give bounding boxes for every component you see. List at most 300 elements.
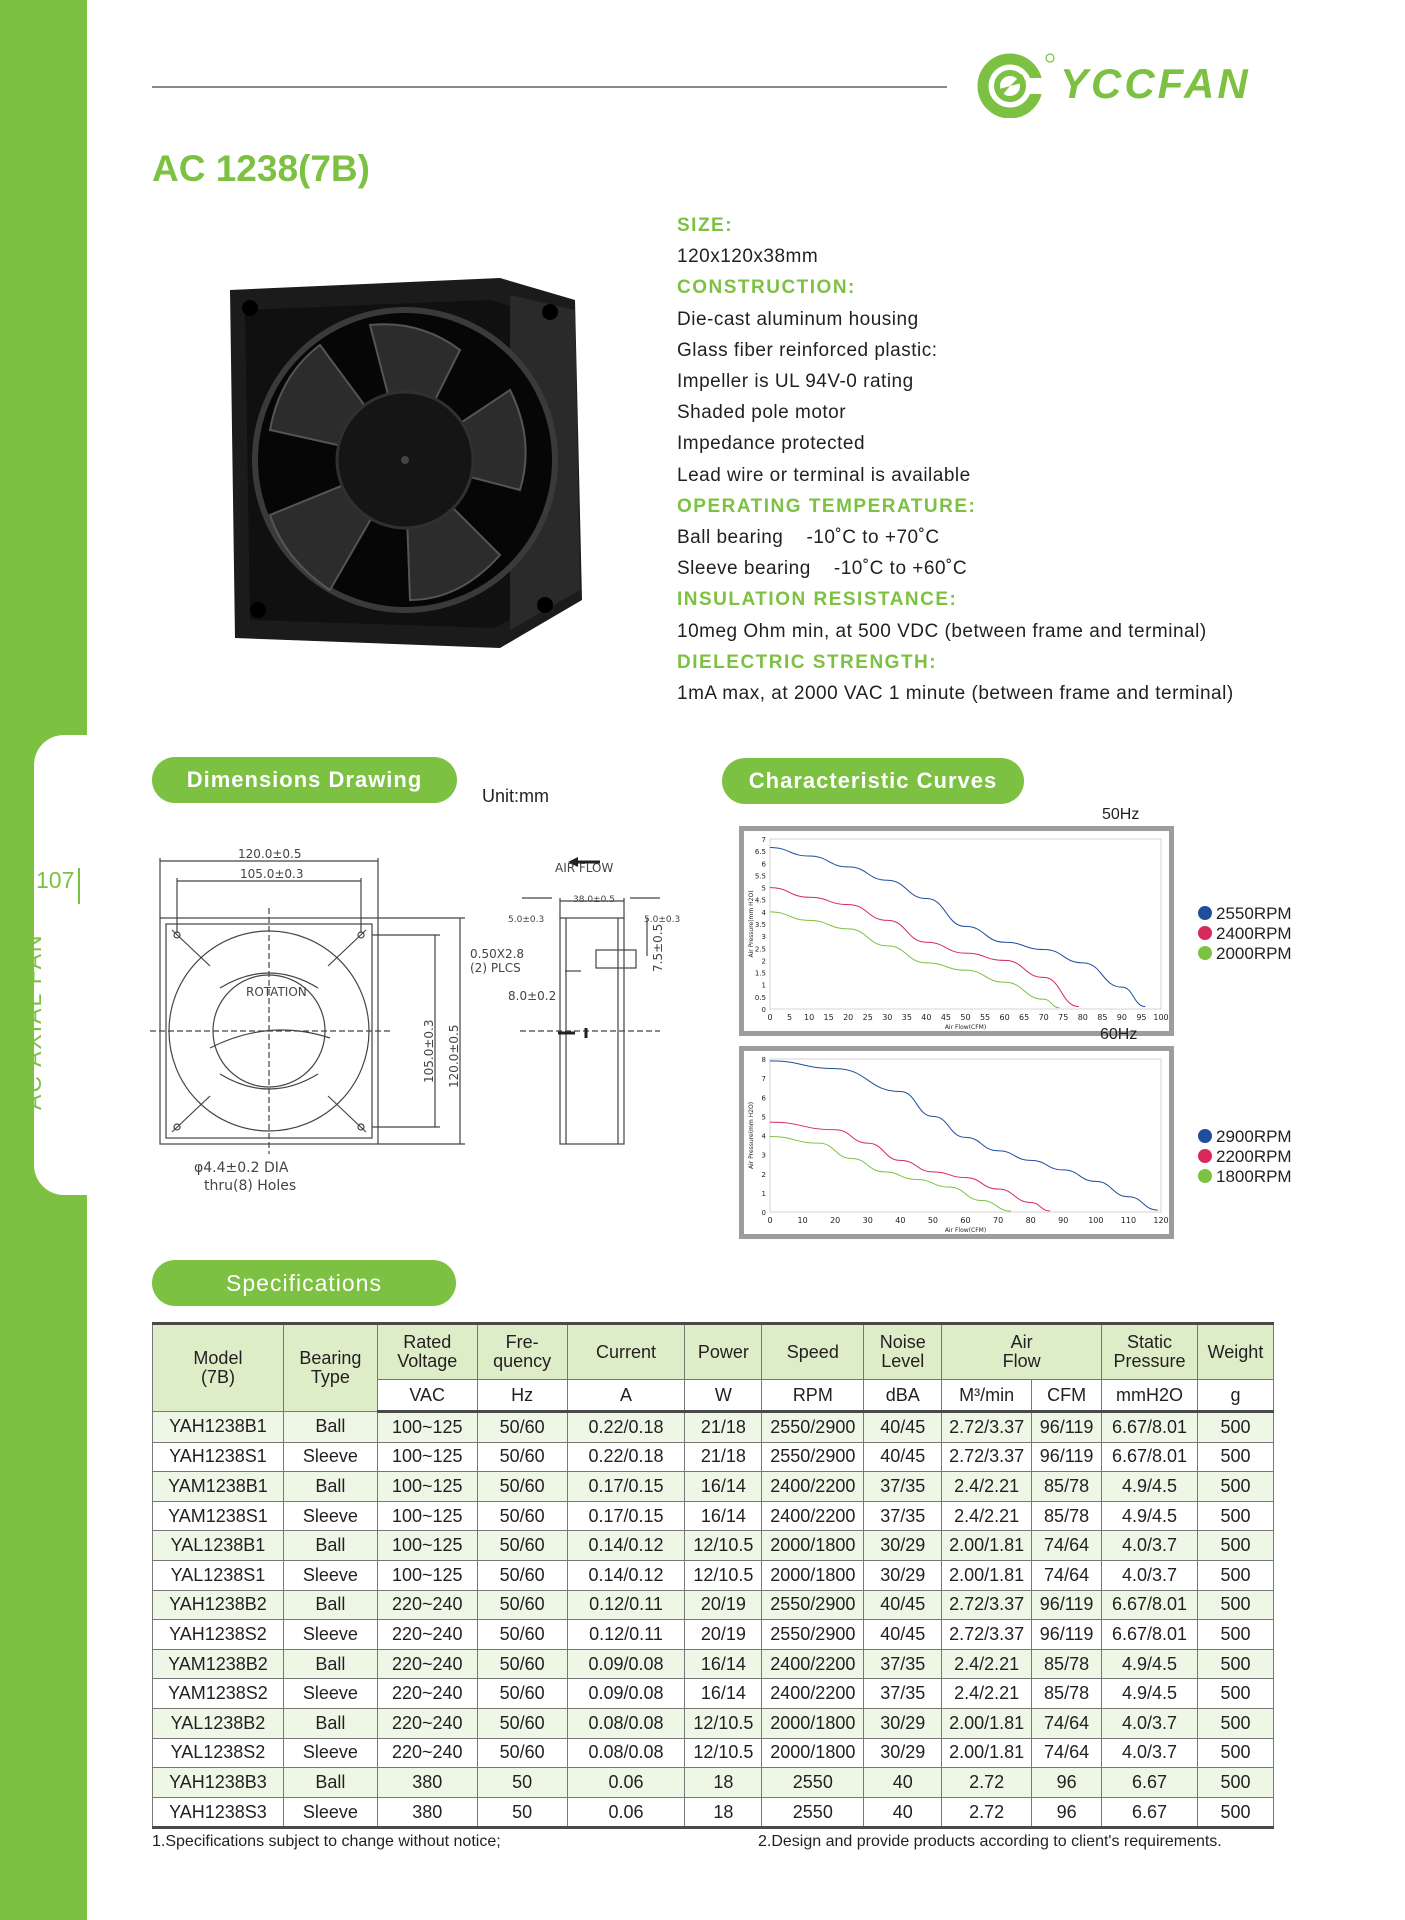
hole-count: thru(8) Holes bbox=[204, 1178, 297, 1194]
specifications-heading: Specifications bbox=[152, 1260, 456, 1306]
brand-name: YCCFAN bbox=[1060, 60, 1251, 107]
x-tick-label: 0 bbox=[767, 1013, 773, 1022]
table-row bbox=[153, 1797, 1274, 1828]
dim-flange-left: 5.0±0.3 bbox=[508, 915, 545, 925]
table-cell: 50/60 bbox=[477, 1501, 567, 1531]
table-cell: 6.67/8.01 bbox=[1102, 1412, 1198, 1443]
legend-label: 2000RPM bbox=[1216, 944, 1292, 963]
y-axis-label: Air Pressure(mm H2O) bbox=[748, 890, 755, 958]
hole-size: φ4.4±0.2 DIA bbox=[194, 1160, 289, 1176]
table-cell: 500 bbox=[1197, 1649, 1273, 1679]
table-cell: Ball bbox=[283, 1649, 377, 1679]
y-tick-label: 5.5 bbox=[754, 872, 766, 881]
table-cell: 0.08/0.08 bbox=[567, 1738, 685, 1768]
construction-heading: CONSTRUCTION: bbox=[677, 277, 856, 299]
table-cell: Sleeve bbox=[283, 1797, 377, 1828]
table-row bbox=[153, 1531, 1274, 1561]
table-cell: 6.67/8.01 bbox=[1102, 1620, 1198, 1650]
table-cell: 50/60 bbox=[477, 1738, 567, 1768]
x-tick-label: 70 bbox=[1038, 1013, 1049, 1022]
table-cell: 96 bbox=[1032, 1768, 1102, 1798]
table-cell: 37/35 bbox=[864, 1649, 942, 1679]
table-cell: 20/19 bbox=[685, 1620, 762, 1650]
table-cell: 0.09/0.08 bbox=[567, 1679, 685, 1709]
chart2-title: 60Hz bbox=[1100, 1026, 1138, 1043]
table-cell: 40 bbox=[864, 1768, 942, 1798]
table-cell: 2550/2900 bbox=[762, 1442, 864, 1472]
table-cell: 100~125 bbox=[377, 1442, 477, 1472]
x-tick-label: 50 bbox=[960, 1013, 971, 1022]
table-cell: 4.9/4.5 bbox=[1102, 1649, 1198, 1679]
plot-area bbox=[770, 1059, 1161, 1212]
product-title: AC 1238(7B) bbox=[152, 148, 370, 189]
table-cell: 0.12/0.11 bbox=[567, 1590, 685, 1620]
table-cell: 4.0/3.7 bbox=[1102, 1738, 1198, 1768]
x-tick-label: 80 bbox=[1077, 1013, 1088, 1022]
table-cell: 500 bbox=[1197, 1797, 1273, 1828]
table-cell: YAH1238B2 bbox=[153, 1590, 284, 1620]
table-cell: 50/60 bbox=[477, 1679, 567, 1709]
legend-swatch bbox=[1198, 1169, 1212, 1183]
unit-cell: RPM bbox=[762, 1380, 864, 1412]
x-tick-label: 70 bbox=[992, 1216, 1004, 1225]
table-cell: 6.67 bbox=[1102, 1768, 1198, 1798]
spec-table bbox=[152, 1322, 1274, 1829]
x-tick-label: 30 bbox=[882, 1013, 893, 1022]
col-power: Power bbox=[685, 1324, 762, 1380]
series-line-2200RPM bbox=[770, 1122, 1050, 1211]
table-cell: 0.14/0.12 bbox=[567, 1560, 685, 1590]
table-cell: 2550/2900 bbox=[762, 1620, 864, 1650]
size-value: 120x120x38mm bbox=[677, 246, 819, 268]
table-cell: 220~240 bbox=[377, 1590, 477, 1620]
unit-cell: Hz bbox=[477, 1380, 567, 1412]
table-cell: 6.67/8.01 bbox=[1102, 1590, 1198, 1620]
legend-item bbox=[1198, 1127, 1292, 1147]
table-cell: 6.67/8.01 bbox=[1102, 1442, 1198, 1472]
insulation-value: 10meg Ohm min, at 500 VDC (between frame and terminal) bbox=[677, 620, 1207, 642]
table-row bbox=[153, 1412, 1274, 1443]
terminal-label: 0.50X2.8 bbox=[470, 947, 525, 961]
col-speed: Speed bbox=[762, 1324, 864, 1380]
series-line-1800RPM bbox=[770, 1136, 1011, 1211]
table-cell: 16/14 bbox=[685, 1501, 762, 1531]
table-cell: 2550 bbox=[762, 1768, 864, 1798]
table-cell: 30/29 bbox=[864, 1560, 942, 1590]
y-tick-label: 1 bbox=[761, 981, 766, 990]
y-tick-label: 8 bbox=[761, 1056, 766, 1064]
table-cell: 100~125 bbox=[377, 1501, 477, 1531]
table-cell: Ball bbox=[283, 1768, 377, 1798]
col-noise: Noise Level bbox=[864, 1324, 942, 1380]
table-row bbox=[153, 1472, 1274, 1502]
table-cell: Ball bbox=[283, 1590, 377, 1620]
legend-item bbox=[1198, 904, 1292, 924]
legend-swatch bbox=[1198, 1129, 1212, 1143]
table-cell: 50 bbox=[477, 1797, 567, 1828]
legend-item bbox=[1198, 944, 1292, 964]
unit-cell: CFM bbox=[1032, 1380, 1102, 1412]
table-cell: 220~240 bbox=[377, 1679, 477, 1709]
table-cell: Ball bbox=[283, 1531, 377, 1561]
table-cell: Sleeve bbox=[283, 1442, 377, 1472]
x-tick-label: 55 bbox=[979, 1013, 991, 1022]
table-cell: 500 bbox=[1197, 1412, 1273, 1443]
x-tick-label: 50 bbox=[927, 1216, 939, 1225]
table-row bbox=[153, 1501, 1274, 1531]
y-tick-label: 3 bbox=[761, 933, 766, 942]
table-cell: 500 bbox=[1197, 1620, 1273, 1650]
footnote-2: 2.Design and provide products according to client's requirements. bbox=[758, 1833, 1222, 1850]
unit-cell: dBA bbox=[864, 1380, 942, 1412]
table-cell: 220~240 bbox=[377, 1649, 477, 1679]
table-cell: 4.0/3.7 bbox=[1102, 1560, 1198, 1590]
table-cell: 85/78 bbox=[1032, 1679, 1102, 1709]
x-axis-label: Air Flow(CFM) bbox=[944, 1024, 987, 1031]
chart1-legend bbox=[1198, 904, 1292, 964]
chart1-svg bbox=[744, 831, 1169, 1031]
unit-label: Unit:mm bbox=[482, 786, 549, 806]
table-row bbox=[153, 1768, 1274, 1798]
table-cell: 40/45 bbox=[864, 1590, 942, 1620]
x-tick-label: 20 bbox=[843, 1013, 854, 1022]
table-cell: 4.9/4.5 bbox=[1102, 1501, 1198, 1531]
chart1-frame bbox=[739, 826, 1174, 1036]
y-tick-label: 7 bbox=[761, 1075, 766, 1084]
y-tick-label: 4 bbox=[761, 908, 766, 917]
table-cell: YAM1238B2 bbox=[153, 1649, 284, 1679]
y-tick-label: 4 bbox=[761, 1132, 766, 1141]
table-cell: 2.4/2.21 bbox=[942, 1501, 1032, 1531]
header-rule bbox=[152, 86, 947, 88]
x-tick-label: 15 bbox=[823, 1013, 834, 1022]
dim-height-outer: 120.0±0.5 bbox=[447, 1024, 461, 1088]
table-cell: 2.72 bbox=[942, 1768, 1032, 1798]
x-tick-label: 35 bbox=[901, 1013, 912, 1022]
table-cell: YAH1238B3 bbox=[153, 1768, 284, 1798]
x-tick-label: 45 bbox=[940, 1013, 952, 1022]
table-cell: 4.9/4.5 bbox=[1102, 1472, 1198, 1502]
table-cell: 50/60 bbox=[477, 1649, 567, 1679]
table-row bbox=[153, 1442, 1274, 1472]
legend-swatch bbox=[1198, 1149, 1212, 1163]
table-cell: 0.22/0.18 bbox=[567, 1412, 685, 1443]
dim-width-outer: 120.0±0.5 bbox=[238, 847, 302, 861]
x-tick-label: 85 bbox=[1097, 1013, 1108, 1022]
table-cell: 380 bbox=[377, 1768, 477, 1798]
chart2-svg bbox=[744, 1051, 1169, 1234]
x-tick-label: 65 bbox=[1019, 1013, 1030, 1022]
y-tick-label: 6.5 bbox=[754, 848, 766, 857]
table-cell: 37/35 bbox=[864, 1679, 942, 1709]
table-cell: 2550 bbox=[762, 1797, 864, 1828]
unit-cell: M³/min bbox=[942, 1380, 1032, 1412]
dimensions-heading: Dimensions Drawing bbox=[152, 757, 457, 803]
x-tick-label: 30 bbox=[862, 1216, 873, 1225]
table-cell: 0.14/0.12 bbox=[567, 1531, 685, 1561]
legend-label: 2550RPM bbox=[1216, 904, 1292, 923]
table-cell: Ball bbox=[283, 1708, 377, 1738]
table-cell: 2550/2900 bbox=[762, 1412, 864, 1443]
unit-cell: mmH2O bbox=[1102, 1380, 1198, 1412]
table-cell: 16/14 bbox=[685, 1649, 762, 1679]
fan-product-image bbox=[210, 270, 585, 655]
x-tick-label: 95 bbox=[1136, 1013, 1147, 1022]
x-tick-label: 75 bbox=[1058, 1013, 1069, 1022]
construction-line: Impedance protected bbox=[677, 433, 866, 455]
table-cell: Sleeve bbox=[283, 1560, 377, 1590]
unit-cell: A bbox=[567, 1380, 685, 1412]
table-cell: 0.06 bbox=[567, 1797, 685, 1828]
x-tick-label: 5 bbox=[787, 1013, 793, 1022]
col-airflow: Air Flow bbox=[942, 1324, 1102, 1380]
table-cell: 37/35 bbox=[864, 1501, 942, 1531]
table-cell: 500 bbox=[1197, 1501, 1273, 1531]
temperature-heading: OPERATING TEMPERATURE: bbox=[677, 495, 977, 517]
table-cell: YAL1238B2 bbox=[153, 1708, 284, 1738]
table-cell: 2400/2200 bbox=[762, 1649, 864, 1679]
y-tick-label: 5 bbox=[761, 884, 766, 893]
col-pressure: Static Pressure bbox=[1102, 1324, 1198, 1380]
y-tick-label: 1.5 bbox=[754, 969, 766, 978]
table-cell: 50/60 bbox=[477, 1412, 567, 1443]
table-cell: 21/18 bbox=[685, 1412, 762, 1443]
table-cell: YAM1238S1 bbox=[153, 1501, 284, 1531]
table-cell: 2.00/1.81 bbox=[942, 1531, 1032, 1561]
legend-item bbox=[1198, 1147, 1292, 1167]
series-line-2550RPM bbox=[770, 848, 1145, 1007]
table-cell: 96/119 bbox=[1032, 1620, 1102, 1650]
x-tick-label: 120 bbox=[1153, 1216, 1169, 1225]
table-cell: 50 bbox=[477, 1768, 567, 1798]
table-cell: 16/14 bbox=[685, 1679, 762, 1709]
y-tick-label: 5 bbox=[761, 1113, 766, 1122]
y-tick-label: 3 bbox=[761, 1151, 766, 1160]
table-cell: 220~240 bbox=[377, 1620, 477, 1650]
series-line-2900RPM bbox=[770, 1061, 1158, 1210]
col-bearing: Bearing Type bbox=[283, 1324, 377, 1412]
table-cell: 50/60 bbox=[477, 1472, 567, 1502]
table-cell: 16/14 bbox=[685, 1472, 762, 1502]
table-cell: YAL1238B1 bbox=[153, 1531, 284, 1561]
table-cell: 40 bbox=[864, 1797, 942, 1828]
legend-label: 2900RPM bbox=[1216, 1127, 1292, 1146]
table-cell: 100~125 bbox=[377, 1560, 477, 1590]
col-frequency: Fre- quency bbox=[477, 1324, 567, 1380]
table-cell: 500 bbox=[1197, 1708, 1273, 1738]
table-cell: 500 bbox=[1197, 1768, 1273, 1798]
x-tick-label: 25 bbox=[862, 1013, 873, 1022]
table-cell: 50/60 bbox=[477, 1620, 567, 1650]
table-cell: 2.00/1.81 bbox=[942, 1708, 1032, 1738]
table-cell: Sleeve bbox=[283, 1679, 377, 1709]
table-cell: Ball bbox=[283, 1412, 377, 1443]
insulation-heading: INSULATION RESISTANCE: bbox=[677, 589, 958, 611]
table-cell: 40/45 bbox=[864, 1620, 942, 1650]
table-cell: 96/119 bbox=[1032, 1590, 1102, 1620]
col-current: Current bbox=[567, 1324, 685, 1380]
table-cell: 74/64 bbox=[1032, 1708, 1102, 1738]
table-cell: Sleeve bbox=[283, 1738, 377, 1768]
x-tick-label: 0 bbox=[767, 1216, 773, 1225]
table-cell: YAM1238S2 bbox=[153, 1679, 284, 1709]
table-cell: 100~125 bbox=[377, 1531, 477, 1561]
x-tick-label: 40 bbox=[895, 1216, 906, 1225]
table-cell: YAL1238S2 bbox=[153, 1738, 284, 1768]
table-row bbox=[153, 1649, 1274, 1679]
table-cell: 0.08/0.08 bbox=[567, 1708, 685, 1738]
table-cell: 6.67 bbox=[1102, 1797, 1198, 1828]
table-cell: YAM1238B1 bbox=[153, 1472, 284, 1502]
x-tick-label: 90 bbox=[1058, 1216, 1069, 1225]
x-tick-label: 110 bbox=[1120, 1216, 1137, 1225]
table-cell: 30/29 bbox=[864, 1531, 942, 1561]
table-cell: 2000/1800 bbox=[762, 1560, 864, 1590]
table-cell: 2.72 bbox=[942, 1797, 1032, 1828]
curves-heading: Characteristic Curves bbox=[722, 758, 1024, 804]
legend-label: 1800RPM bbox=[1216, 1167, 1292, 1186]
series-line-2400RPM bbox=[770, 888, 1079, 1007]
x-tick-label: 80 bbox=[1025, 1216, 1036, 1225]
table-cell: 500 bbox=[1197, 1738, 1273, 1768]
dim-depth: 38.0±0.5 bbox=[573, 895, 615, 905]
table-cell: 2.72/3.37 bbox=[942, 1442, 1032, 1472]
spec-list bbox=[677, 210, 1317, 709]
table-cell: YAH1238B1 bbox=[153, 1412, 284, 1443]
page-number: 107 bbox=[36, 867, 75, 893]
unit-cell: VAC bbox=[377, 1380, 477, 1412]
table-cell: 12/10.5 bbox=[685, 1531, 762, 1561]
construction-line: Die-cast aluminum housing bbox=[677, 308, 919, 330]
construction-line: Shaded pole motor bbox=[677, 402, 847, 424]
table-cell: 500 bbox=[1197, 1531, 1273, 1561]
table-cell: 50/60 bbox=[477, 1531, 567, 1561]
table-cell: YAH1238S3 bbox=[153, 1797, 284, 1828]
table-cell: 12/10.5 bbox=[685, 1560, 762, 1590]
col-model: Model (7B) bbox=[153, 1324, 284, 1412]
legend-item bbox=[1198, 1167, 1292, 1187]
dim-tab-height: 7.5±0.5 bbox=[651, 923, 665, 972]
chart1-title: 50Hz bbox=[1102, 806, 1140, 823]
construction-line: Glass fiber reinforced plastic: bbox=[677, 339, 938, 361]
unit-cell: W bbox=[685, 1380, 762, 1412]
y-axis-label: Air Pressure(mm H2O) bbox=[748, 1101, 755, 1170]
table-cell: 4.9/4.5 bbox=[1102, 1679, 1198, 1709]
table-cell: 2.72/3.37 bbox=[942, 1412, 1032, 1443]
plot-area bbox=[770, 839, 1161, 1009]
table-cell: 500 bbox=[1197, 1679, 1273, 1709]
y-tick-label: 0.5 bbox=[754, 993, 766, 1002]
col-voltage: Rated Voltage bbox=[377, 1324, 477, 1380]
table-cell: 96/119 bbox=[1032, 1412, 1102, 1443]
table-cell: 30/29 bbox=[864, 1708, 942, 1738]
y-tick-label: 2.5 bbox=[754, 945, 766, 954]
legend-label: 2400RPM bbox=[1216, 924, 1292, 943]
rotation-label: ROTATION bbox=[246, 985, 307, 999]
table-cell: 50/60 bbox=[477, 1560, 567, 1590]
airflow-label: AIR FLOW bbox=[555, 861, 614, 875]
table-row bbox=[153, 1620, 1274, 1650]
y-tick-label: 0 bbox=[761, 1006, 766, 1014]
table-row bbox=[153, 1560, 1274, 1590]
table-cell: 37/35 bbox=[864, 1472, 942, 1502]
table-cell: 220~240 bbox=[377, 1738, 477, 1768]
table-cell: 500 bbox=[1197, 1472, 1273, 1502]
table-cell: 0.12/0.11 bbox=[567, 1620, 685, 1650]
table-cell: 2400/2200 bbox=[762, 1472, 864, 1502]
table-cell: 50/60 bbox=[477, 1708, 567, 1738]
y-tick-label: 4.5 bbox=[754, 896, 766, 905]
y-tick-label: 6 bbox=[761, 860, 766, 869]
table-cell: 0.09/0.08 bbox=[567, 1649, 685, 1679]
table-cell: 50/60 bbox=[477, 1590, 567, 1620]
y-tick-label: 0 bbox=[761, 1209, 766, 1217]
x-tick-label: 60 bbox=[999, 1013, 1010, 1022]
size-heading: SIZE: bbox=[677, 215, 734, 236]
legend-swatch bbox=[1198, 906, 1212, 920]
table-cell: YAH1238S1 bbox=[153, 1442, 284, 1472]
table-cell: Ball bbox=[283, 1472, 377, 1502]
y-tick-label: 2 bbox=[761, 957, 766, 966]
dielectric-value: 1mA max, at 2000 VAC 1 minute (between frame and terminal) bbox=[677, 683, 1234, 705]
table-cell: 0.06 bbox=[567, 1768, 685, 1798]
table-cell: 2000/1800 bbox=[762, 1531, 864, 1561]
table-cell: 85/78 bbox=[1032, 1472, 1102, 1502]
terminal-count: (2) PLCS bbox=[470, 961, 521, 975]
table-cell: 12/10.5 bbox=[685, 1708, 762, 1738]
table-cell: 40/45 bbox=[864, 1442, 942, 1472]
table-cell: 2400/2200 bbox=[762, 1501, 864, 1531]
table-cell: 74/64 bbox=[1032, 1738, 1102, 1768]
section-label: AC AXIAL FAN bbox=[20, 933, 46, 1110]
chart2-legend bbox=[1198, 1127, 1292, 1187]
table-cell: 2.72/3.37 bbox=[942, 1620, 1032, 1650]
table-cell: 2.72/3.37 bbox=[942, 1590, 1032, 1620]
table-cell: 220~240 bbox=[377, 1708, 477, 1738]
x-tick-label: 10 bbox=[797, 1216, 808, 1225]
table-cell: 18 bbox=[685, 1768, 762, 1798]
table-cell: 500 bbox=[1197, 1560, 1273, 1590]
table-cell: Sleeve bbox=[283, 1501, 377, 1531]
x-tick-label: 40 bbox=[921, 1013, 932, 1022]
table-cell: 2.00/1.81 bbox=[942, 1560, 1032, 1590]
table-cell: 21/18 bbox=[685, 1442, 762, 1472]
x-axis-label: Air Flow(CFM) bbox=[944, 1227, 987, 1234]
table-row bbox=[153, 1679, 1274, 1709]
x-tick-label: 100 bbox=[1088, 1216, 1104, 1225]
table-cell: Sleeve bbox=[283, 1620, 377, 1650]
x-tick-label: 20 bbox=[830, 1216, 841, 1225]
page-number-divider bbox=[78, 868, 80, 904]
unit-cell: g bbox=[1197, 1380, 1273, 1412]
dimensions-drawing bbox=[150, 838, 690, 1208]
dim-tab-width: 8.0±0.2 bbox=[508, 989, 557, 1003]
temperature-ball: Ball bearing -10˚C to +70˚C bbox=[677, 527, 940, 549]
table-cell: 20/19 bbox=[685, 1590, 762, 1620]
x-tick-label: 60 bbox=[960, 1216, 971, 1225]
y-tick-label: 6 bbox=[761, 1094, 766, 1103]
table-cell: 0.22/0.18 bbox=[567, 1442, 685, 1472]
col-weight: Weight bbox=[1197, 1324, 1273, 1380]
y-tick-label: 3.5 bbox=[754, 921, 766, 929]
temperature-sleeve: Sleeve bearing -10˚C to +60˚C bbox=[677, 558, 968, 580]
table-cell: 74/64 bbox=[1032, 1531, 1102, 1561]
table-cell: 96/119 bbox=[1032, 1442, 1102, 1472]
table-cell: 0.17/0.15 bbox=[567, 1472, 685, 1502]
table-cell: 85/78 bbox=[1032, 1501, 1102, 1531]
x-tick-label: 10 bbox=[804, 1013, 815, 1022]
table-cell: 0.17/0.15 bbox=[567, 1501, 685, 1531]
